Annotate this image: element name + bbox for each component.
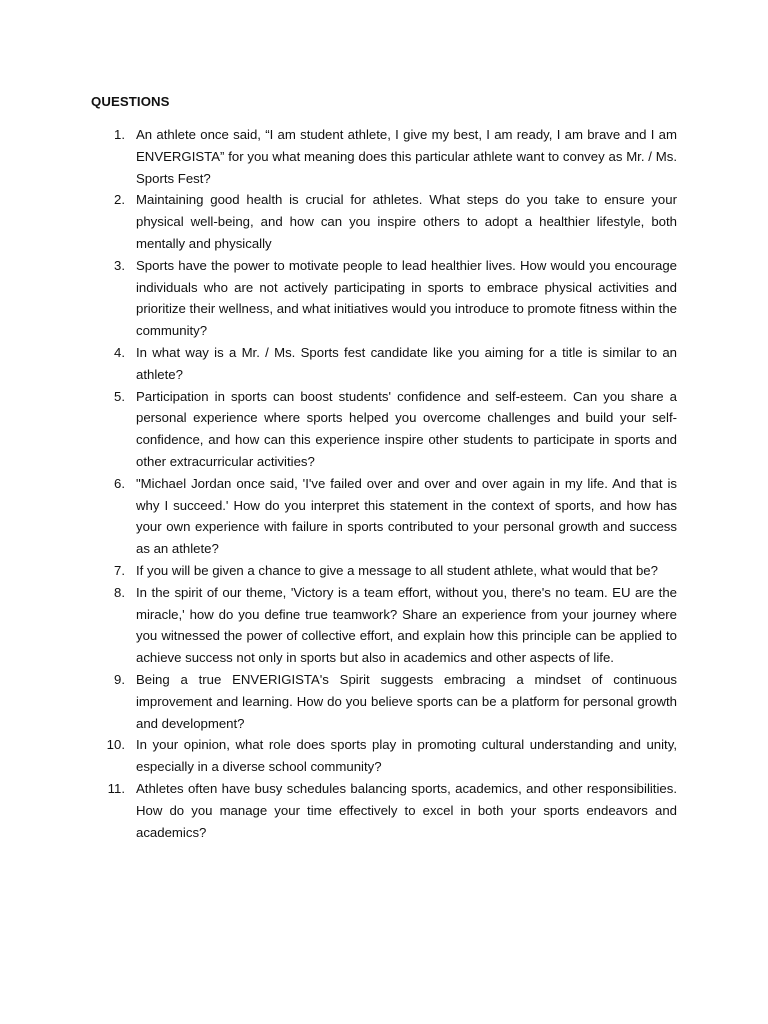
question-list xyxy=(91,124,677,843)
question-item xyxy=(91,342,677,386)
question-number: 4. xyxy=(114,344,125,360)
page-heading: QUESTIONS xyxy=(91,94,170,109)
question-text: "Michael Jordan once said, 'I've failed over and over and over again in my life. And that is why I succeed.' How do you interpret this statement in the context of sports, and how has your own experience with failure in sports contributed to your personal growth and success as an athlete? xyxy=(136,475,677,557)
question-item xyxy=(91,560,677,582)
question-text: In the spirit of our theme, 'Victory is a team effort, without you, there's no team. EU are the miracle,' how do you define true teamwork? Share an experience from your journey where you witnessed the power of collective effort, and explain how this principle can be applied to achieve success not only in sports but also in academics and other aspects of life. xyxy=(136,584,677,666)
question-number: 5. xyxy=(114,388,125,404)
question-text: Being a true ENVERIGISTA's Spirit suggests embracing a mindset of continuous improvement and learning. How do you believe sports can be a platform for personal growth and development? xyxy=(136,671,677,731)
question-text: In what way is a Mr. / Ms. Sports fest candidate like you aiming for a title is similar to an athlete? xyxy=(136,344,677,382)
question-item xyxy=(91,669,677,734)
question-number: 8. xyxy=(114,584,125,600)
question-item xyxy=(91,473,677,560)
question-text: Athletes often have busy schedules balancing sports, academics, and other responsibilities. How do you manage your time effectively to excel in both your sports endeavors and academics? xyxy=(136,780,677,840)
question-item xyxy=(91,734,677,778)
question-text: An athlete once said, “I am student athlete, I give my best, I am ready, I am brave and I am ENVERGISTA” for you what meaning does this particular athlete want to convey as Mr. / Ms. Sports Fest? xyxy=(136,127,677,186)
question-number: 6. xyxy=(114,475,125,491)
question-number: 3. xyxy=(114,257,125,273)
question-number: 10. xyxy=(106,737,125,753)
question-text: Sports have the power to motivate people to lead healthier lives. How would you encourage individuals who are not actively participating in sports to embrace physical activities and prioritize their wellness, and what initiatives would you introduce to promote fitness within the community? xyxy=(136,257,677,339)
question-item xyxy=(91,189,677,254)
question-number: 1. xyxy=(114,127,125,142)
question-item xyxy=(91,386,677,473)
question-number: 7. xyxy=(114,562,125,578)
question-text: In your opinion, what role does sports play in promoting cultural understanding and unity, especially in a diverse school community? xyxy=(136,737,677,775)
question-number: 2. xyxy=(114,192,125,208)
question-item xyxy=(91,255,677,342)
question-item xyxy=(91,124,677,189)
question-number: 9. xyxy=(114,671,125,687)
question-number: 11. xyxy=(107,780,125,796)
question-item xyxy=(91,582,677,669)
question-text: Maintaining good health is crucial for athletes. What steps do you take to ensure your physical well-being, and how can you inspire others to adopt a healthier lifestyle, both mentally and physically xyxy=(136,192,677,251)
question-text: Participation in sports can boost students' confidence and self-esteem. Can you share a personal experience where sports helped you overcome challenges and build your self-confidence, and how can this experience inspire other students to participate in sports and other extracurricular activities? xyxy=(136,388,677,469)
question-item xyxy=(91,778,677,843)
question-text: If you will be given a chance to give a message to all student athlete, what would that be? xyxy=(136,562,658,578)
